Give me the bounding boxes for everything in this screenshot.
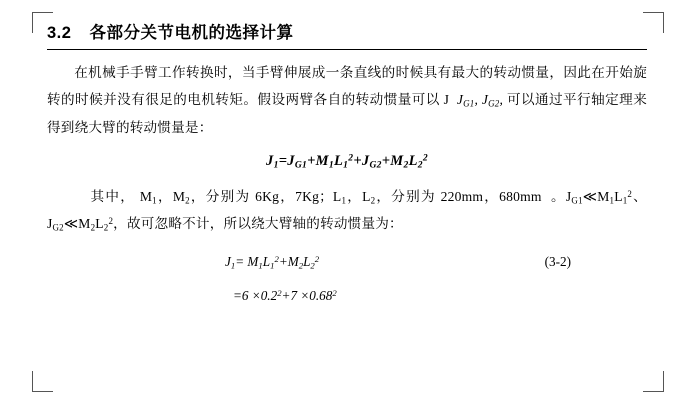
document-content <box>47 22 647 304</box>
equation-3-2-body: $J_1= M_1L_1^2+M_2L_2^2$ <box>225 253 320 271</box>
paragraph-parameters <box>47 183 647 238</box>
equation-3-2 <box>47 254 647 270</box>
paragraph-intro <box>47 59 647 141</box>
paragraph-parameters-prefix: 其中， <box>90 188 136 204</box>
paragraph-parameters-text: $M_1$，$M_2$，分别为 6Kg，7Kg；$L_1$，$L_2$，分别为 220mm，680mm 。$J_{G1}≪M_1L_1^2$、$J_{G2}≪M_2L_2^2$，故可忽略不计，所以绕大臂轴的转动惯量为： <box>47 188 647 233</box>
equation-main <box>47 153 647 171</box>
equation-main-text: $J_1=J_{G1}+M_1L_1^2+J_{G2}+M_2L_2^2$ <box>266 152 428 171</box>
equation-3-2-evaluated <box>47 288 647 304</box>
inline-variables: $J_{G1}$, $J_{G2}$, <box>456 92 504 109</box>
paragraph-intro-text: 在机械手手臂工作转换时，当手臂伸展成一条直线的时候具有最大的转动惯量，因此在开始旋转的时候并没有很足的电机转矩。假设两臂各自的转动惯量可以 J <box>47 65 647 108</box>
equation-3-2-evaluated-body: $=6 \times 0.2^2+7 \times 0.68^2$ <box>233 288 337 304</box>
heading-divider <box>47 49 647 50</box>
equation-3-2-number: (3-2) <box>544 253 571 269</box>
section-number: 3.2 <box>47 24 72 42</box>
section-title: 各部分关节电机的选择计算 <box>89 24 294 42</box>
section-heading <box>47 22 647 45</box>
crop-mark-bottom-left <box>32 371 53 392</box>
crop-mark-bottom-right <box>643 371 664 392</box>
paragraph-intro-tail: 可以通过平行轴定理来得到绕大臂的转动惯量是： <box>47 92 647 135</box>
